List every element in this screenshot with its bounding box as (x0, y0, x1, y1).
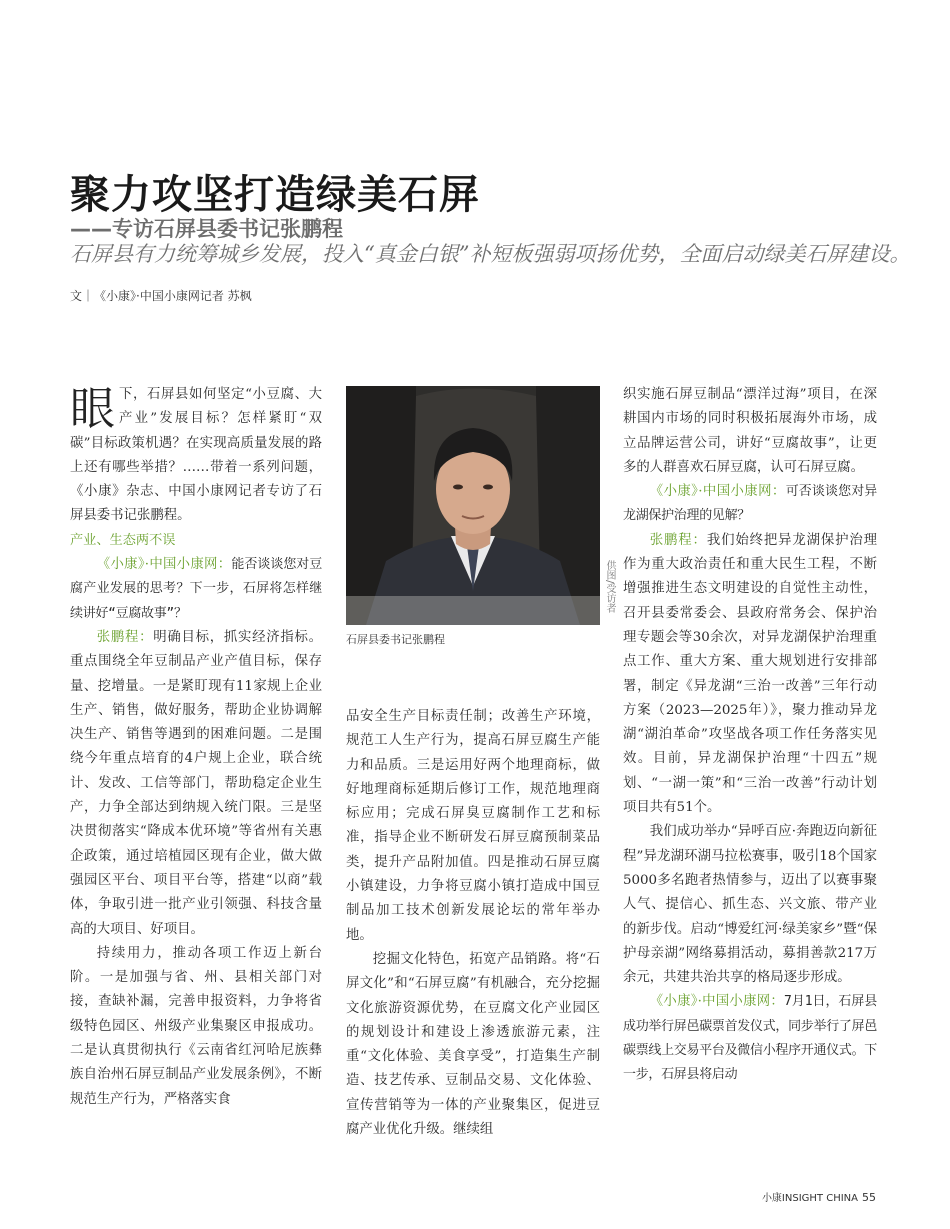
intro-paragraph (70, 383, 322, 529)
answer-2 (623, 529, 877, 821)
paragraph: 挖掘文化特色，拓宽产品销路。将“石屏文化”和“石屏豆腐”有机融合，充分挖掘文化旅游资源优势，在豆腐文化产业园区的规划设计和建设上渗透旅游元素，注重“文化体验、美食享受”，打造集生产制造、技艺传承、豆制品交易、文化体验、宣传营销等为一体的产业聚集区，促进豆腐产业优化升级。继续组 (346, 951, 600, 1138)
portrait-photo (346, 386, 600, 625)
question-2-label: 《小康》·中国小康网： (649, 484, 786, 500)
paragraph: 品安全生产目标责任制；改善生产环境，规范工人生产行为，提高石屏豆腐生产能力和品质。三是运用好两个地理商标，做好地理商标延期后修订工作，规范地理商标应用；完成石屏臭豆腐制作工艺和标准，指导企业不断研发石屏豆腐预制菜品类，提升产品附加值。四是推动石屏豆腐小镇建设，力争将豆腐小镇打造成中国豆制品加工技术创新发展论坛的常年举办地。 (346, 709, 600, 943)
question-1-text: 能否谈谈您对豆腐产业发展的思考？下一步，石屏将怎样继续讲好“豆腐故事”？ (70, 557, 322, 621)
portrait-illustration (346, 386, 600, 625)
answer-2-text: 我们始终把异龙湖保护治理作为重大政治责任和重大民生工程，不断增强推进生态文明建设的自觉性主动性，召开县委常委会、县政府常务会、保护治理专题会等30余次，对异龙湖保护治理重点工作、重大方案、重大规划进行安排部署，制定《异龙湖“三治一改善”三年行动方案（2023—2025年）》，聚力推动异龙湖“湖泊革命”攻坚战各项工作任务落实见效。目前，异龙湖保护治理“十四五”规划、“一湖一策”和“三治一改善”行动计划项目共有51个。 (623, 532, 878, 816)
question-3-text: 7月1日，石屏县成功举行屏邑碳票首发仪式，同步举行了屏邑碳票线上交易平台及微信小程序开通仪式。下一步，石屏县将启动 (623, 994, 878, 1083)
article-lead: 石屏县有力统筹城乡发展，投入“真金白银”补短板强弱项扬优势，全面启动绿美石屏建设。 (70, 242, 911, 266)
magazine-name: 小康INSIGHT CHINA (761, 1193, 858, 1204)
page-number: 55 (862, 1191, 876, 1204)
paragraph: 织实施石屏豆制品“漂洋过海”项目，在深耕国内市场的同时积极拓展海外市场，成立品牌运营公司，讲好“豆腐故事”，让更多的人群喜欢石屏豆腐，认可石屏豆腐。 (623, 387, 877, 475)
answer-1-label: 张鹏程： (96, 629, 154, 645)
page-footer (762, 1189, 876, 1204)
column-1 (70, 383, 322, 1112)
drop-cap: 眼 (70, 382, 116, 435)
article-subtitle: ——专访石屏县委书记张鹏程 (70, 217, 343, 241)
question-2-text: 可否谈谈您对异龙湖保护治理的见解？ (623, 484, 877, 524)
article-byline: 文｜《小康》·中国小康网记者 苏枫 (70, 289, 252, 303)
answer-2-label: 张鹏程： (649, 532, 707, 548)
paragraph: 持续用力，推动各项工作迈上新台阶。一是加强与省、州、县相关部门对接，查缺补漏，完善申报资料，力争将省级特色园区、州级产业集聚区申报成功。二是认真贯彻执行《云南省红河哈尼族彝族自治州石屏豆制品产业发展条例》，不断规范生产行为，严格落实食 (70, 945, 322, 1107)
question-1 (70, 553, 322, 626)
answer-1-text: 明确目标，抓实经济指标。重点围绕全年豆制品产业产值目标，保存量、挖增量。一是紧盯现有11家规上企业生产、销售，做好服务，帮助企业协调解决生产、销售等遇到的困难问题。二是围绕今年重点培育的4户规上企业，联合统计、发改、工信等部门，帮助稳定企业生产，力争全部达到纳规入统门限。三是坚决贯彻落实“降成本优环境”等省州有关惠企政策，通过培植园区现有企业，做大做强园区平台、项目平台等，搭建“以商”载体，争取引进一批产业引领强、科技含量高的大项目、好项目。 (70, 629, 323, 937)
article-title: 聚力攻坚打造绿美石屏 (70, 172, 480, 218)
column-3 (623, 383, 877, 1088)
question-1-label: 《小康》·中国小康网： (96, 557, 232, 573)
column-2 (346, 705, 600, 1142)
question-3 (623, 990, 877, 1087)
section-heading: 产业、生态两不误 (70, 532, 176, 548)
answer-1 (70, 626, 322, 942)
intro-text: 下，石屏县如何坚定“小豆腐、大产业”发展目标？怎样紧盯“双碳”目标政策机遇？在实现高质量发展的路上还有哪些举措？……带着一系列问题，《小康》杂志、中国小康网记者专访了石屏县委书记张鹏程。 (70, 387, 322, 524)
paragraph: 我们成功举办“异呼百应·奔跑迈向新征程”异龙湖环湖马拉松赛事，吸引18个国家5000多名跑者热情参与，迈出了以赛事聚人气、提信心、抓生态、兴文旅、带产业的新步伐。启动“博爱红河·绿美家乡”暨“保护母亲湖”网络募捐活动，募捐善款217万余元，共建共治共享的格局逐步形成。 (623, 824, 877, 986)
photo-credit: 供图/受访者 (604, 560, 615, 614)
photo-caption: 石屏县委书记张鹏程 (346, 633, 445, 646)
question-3-label: 《小康》·中国小康网： (649, 994, 784, 1010)
question-2 (623, 480, 877, 529)
